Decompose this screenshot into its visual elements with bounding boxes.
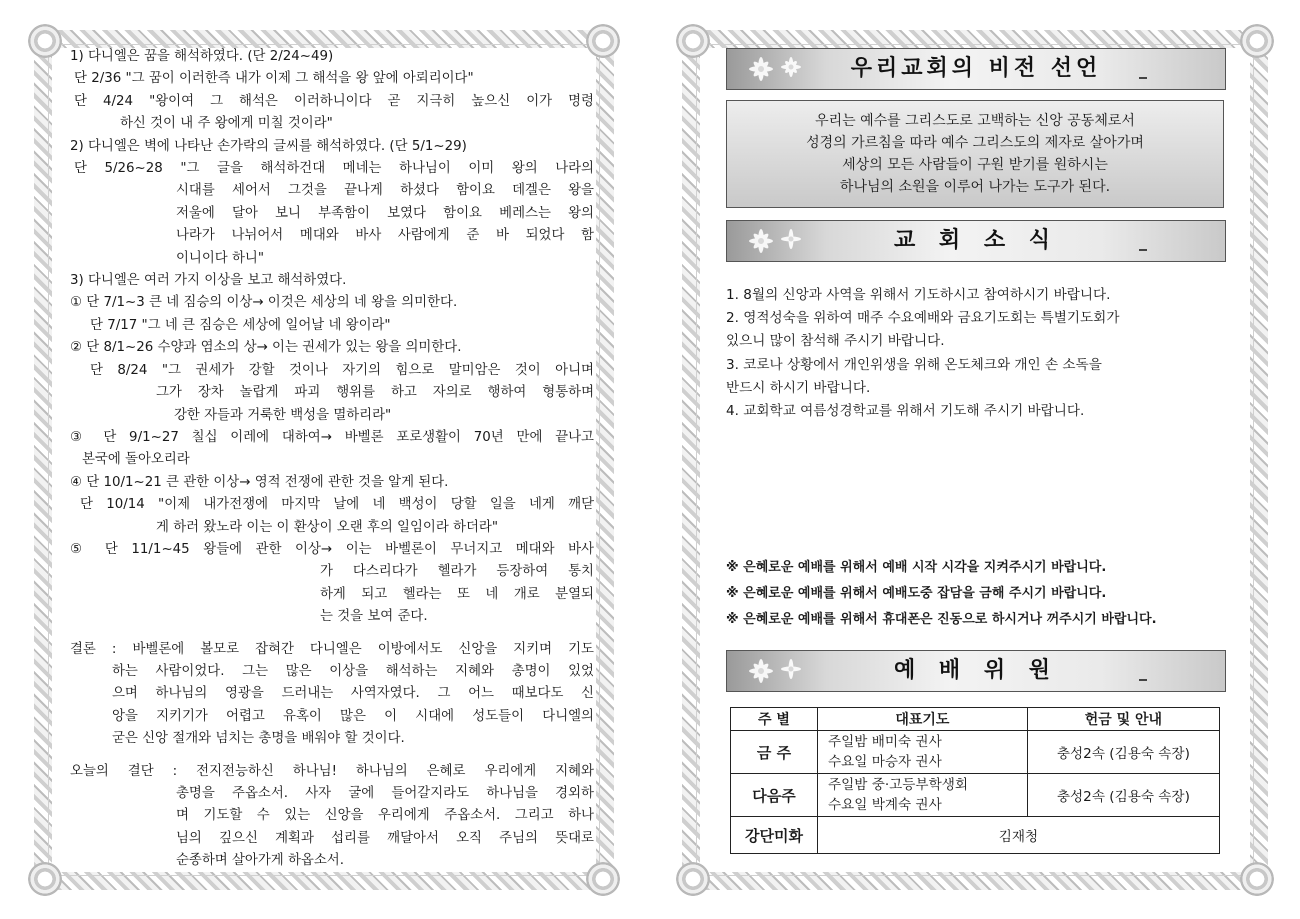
- sermon-line: 단 4/24 "왕이여 그 해석은 이러하니이다 곧 지극히 높으신 이가 명령: [74, 93, 594, 109]
- sermon-line: ③ 단 9/1~27 칠십 이레에 대하여→ 바벨론 포로생활이 70년 만에 끝나고: [70, 429, 594, 445]
- conclusion-line: 결론 : 바벨론에 볼모로 잡혀간 다니엘은 이방에서도 신앙을 지키며 기도: [70, 641, 594, 657]
- worship-staff-table: [730, 707, 1220, 854]
- vision-line: 우리는 예수를 그리스도로 고백하는 신앙 공동체로서: [815, 113, 1135, 129]
- altar-label: 강단미화: [731, 817, 818, 854]
- sermon-line: 본국에 돌아오리라: [82, 452, 190, 468]
- sermon-line: 저울에 달아 보니 부족함이 보였다 함이요 베레스는 왕의: [176, 205, 594, 221]
- sermon-line: 단 10/14 "이제 내가전쟁에 마지막 날에 네 백성이 당할 일을 네게 깨닫: [80, 497, 594, 513]
- offering-cell: 충성2속 (김용숙 속장): [1027, 774, 1219, 817]
- week-label: 다음주: [731, 774, 818, 817]
- sermon-line: 가 다스리다가 헬라가 등장하여 통치: [320, 564, 594, 580]
- sermon-line: 게 하러 왔노라 이는 이 환상이 오랜 후의 일임이라 하더라": [156, 519, 498, 535]
- prayer-cell: 주일밤 배미숙 권사 수요일 마승자 권사: [818, 731, 1028, 774]
- vision-line: 하나님의 소원을 이루어 나가는 도구가 된다.: [839, 179, 1111, 195]
- prayer-cell: 주일밤 중·고등부학생회 수요일 박계숙 권사: [818, 774, 1028, 817]
- week-label: 금 주: [731, 731, 818, 774]
- resolution-line: 총명을 주옵소서. 사자 굴에 들어갈지라도 하나님을 경외하: [176, 786, 594, 801]
- corner-ornament-icon: [1240, 862, 1274, 896]
- news-item: 4. 교회학교 여름성경학교를 위해서 기도해 주시기 바랍니다.: [726, 403, 1085, 420]
- table-row: [731, 817, 1220, 854]
- sermon-line: ① 단 7/1~3 큰 네 짐승의 이상→ 이것은 세상의 네 왕을 의미한다.: [70, 295, 458, 311]
- conclusion-line: 하는 사람이었다. 그는 많은 이상을 해석하는 지혜와 총명이 있었: [112, 663, 594, 679]
- corner-ornament-icon: [28, 24, 62, 58]
- vision-banner: [726, 48, 1226, 90]
- column-header: 대표기도: [818, 708, 1028, 731]
- vision-line: 성경의 가르침을 따라 예수 그리스도의 제자로 살아가며: [806, 135, 1144, 151]
- sermon-line: 2) 다니엘은 벽에 나타난 손가락의 글씨를 해석하였다. (단 5/1~29): [70, 138, 467, 154]
- corner-ornament-icon: [28, 862, 62, 896]
- corner-ornament-icon: [676, 24, 710, 58]
- sermon-line: 는 것을 보여 준다.: [320, 609, 428, 625]
- conclusion-line: 앙을 지키기가 어렵고 유혹이 많은 이 시대에 성도들이 다니엘의: [112, 708, 594, 724]
- sermon-line: ④ 단 10/1~21 큰 관한 이상→ 영적 전쟁에 관한 것을 알게 된다.: [70, 474, 449, 490]
- column-header: 주 별: [731, 708, 818, 731]
- sermon-line: 1) 다니엘은 꿈을 해석하였다. (단 2/24~49): [70, 49, 334, 64]
- sermon-line: 이니이다 하니": [176, 250, 265, 266]
- sermon-line: 단 2/36 "그 꿈이 이러한즉 내가 이제 그 해석을 왕 앞에 아뢰리이다": [74, 71, 474, 87]
- news-item: 3. 코로나 상황에서 개인위생을 위해 온도체크와 개인 손 소독을: [726, 356, 1102, 373]
- notice-item: ※ 은혜로운 예배를 위해서 예배도중 잡담을 금해 주시기 바랍니다.: [726, 586, 1107, 601]
- vision-line: 세상의 모든 사람들이 구원 받기를 원하시는: [842, 157, 1108, 173]
- resolution-line: 며 기도할 수 있는 신앙을 우리에게 주옵소서. 그리고 하나: [176, 808, 594, 824]
- worship-notices: [726, 555, 1226, 633]
- conclusion-line: 굳은 신앙 절개와 넘치는 총명을 배워야 할 것이다.: [112, 731, 405, 747]
- news-item: 반드시 하시기 바랍니다.: [726, 379, 871, 396]
- sermon-line: 하게 되고 헬라는 또 네 개로 분열되: [320, 586, 594, 602]
- sermon-line: 하신 것이 내 주 왕에게 미칠 것이라": [120, 116, 333, 132]
- right-page: [682, 30, 1268, 890]
- sermon-line: 3) 다니엘은 여러 가지 이상을 보고 해석하였다.: [70, 273, 347, 289]
- table-row: [731, 731, 1220, 774]
- vision-title: 우리교회의 비전 선언: [850, 56, 1102, 81]
- news-item: 있으니 많이 참석해 주시기 바랍니다.: [726, 333, 945, 350]
- corner-ornament-icon: [1240, 24, 1274, 58]
- sermon-line: 나라가 나뉘어서 메대와 바사 사람에게 준 바 되었다 함: [176, 228, 594, 244]
- altar-value: 김재청: [818, 817, 1220, 854]
- sermon-line: 그가 장차 놀랍게 파괴 행위를 하고 자의로 행하여 형통하며: [156, 385, 594, 401]
- sermon-line: ⑤ 단 11/1~45 왕들에 관한 이상→ 이는 바벨론이 무너지고 메대와 바사: [70, 541, 594, 557]
- sermon-text: [64, 46, 594, 873]
- notice-item: ※ 은혜로운 예배를 위해서 휴대폰은 진동으로 하시거나 꺼주시기 바랍니다.: [726, 612, 1157, 627]
- notice-item: ※ 은혜로운 예배를 위해서 예배 시작 시각을 지켜주시기 바랍니다.: [726, 560, 1107, 575]
- staff-banner: [726, 650, 1226, 692]
- news-title: 교 회 소 식: [894, 228, 1058, 253]
- column-header: 헌금 및 안내: [1027, 708, 1219, 731]
- vision-statement: [726, 100, 1224, 208]
- news-item: 2. 영적성숙을 위하여 매주 수요예배와 금요기도회는 특별기도회가: [726, 310, 1120, 327]
- news-banner: [726, 220, 1226, 262]
- resolution-line: 님의 깊으신 계획과 섭리를 깨달아서 오직 주님의 뜻대로: [176, 830, 594, 846]
- staff-title: 예 배 위 원: [894, 658, 1058, 683]
- sermon-line: 단 5/26~28 "그 글을 해석하건대 메네는 하나님이 이미 왕의 나라의: [74, 161, 594, 177]
- table-header-row: [731, 708, 1220, 731]
- sermon-line: 강한 자들과 거룩한 백성을 멸하리라": [174, 407, 392, 423]
- sermon-line: 시대를 세어서 그것을 끝나게 하셨다 함이요 데겔은 왕을: [176, 183, 594, 199]
- resolution-line: 오늘의 결단 : 전지전능하신 하나님! 하나님의 은혜로 우리에게 지혜와: [70, 763, 594, 779]
- news-item: 1. 8월의 신앙과 사역을 위해서 기도하시고 참여하시기 바랍니다.: [726, 287, 1111, 303]
- table-row: [731, 774, 1220, 817]
- sermon-line: 단 8/24 "그 권세가 강할 것이나 자기의 힘으로 말미암은 것이 아니며: [90, 362, 594, 378]
- church-news: [726, 284, 1226, 423]
- offering-cell: 충성2속 (김용숙 속장): [1027, 731, 1219, 774]
- conclusion-line: 으며 하나님의 영광을 드러내는 사역자였다. 그 어느 때보다도 신: [112, 686, 594, 702]
- left-page: [34, 30, 614, 890]
- resolution-line: 순종하며 살아가게 하옵소서.: [176, 853, 344, 869]
- sermon-line: 단 7/17 "그 네 큰 짐승은 세상에 일어날 네 왕이라": [90, 317, 391, 333]
- corner-ornament-icon: [676, 862, 710, 896]
- sermon-line: ② 단 8/1~26 수양과 염소의 상→ 이는 권세가 있는 왕을 의미한다.: [70, 340, 462, 356]
